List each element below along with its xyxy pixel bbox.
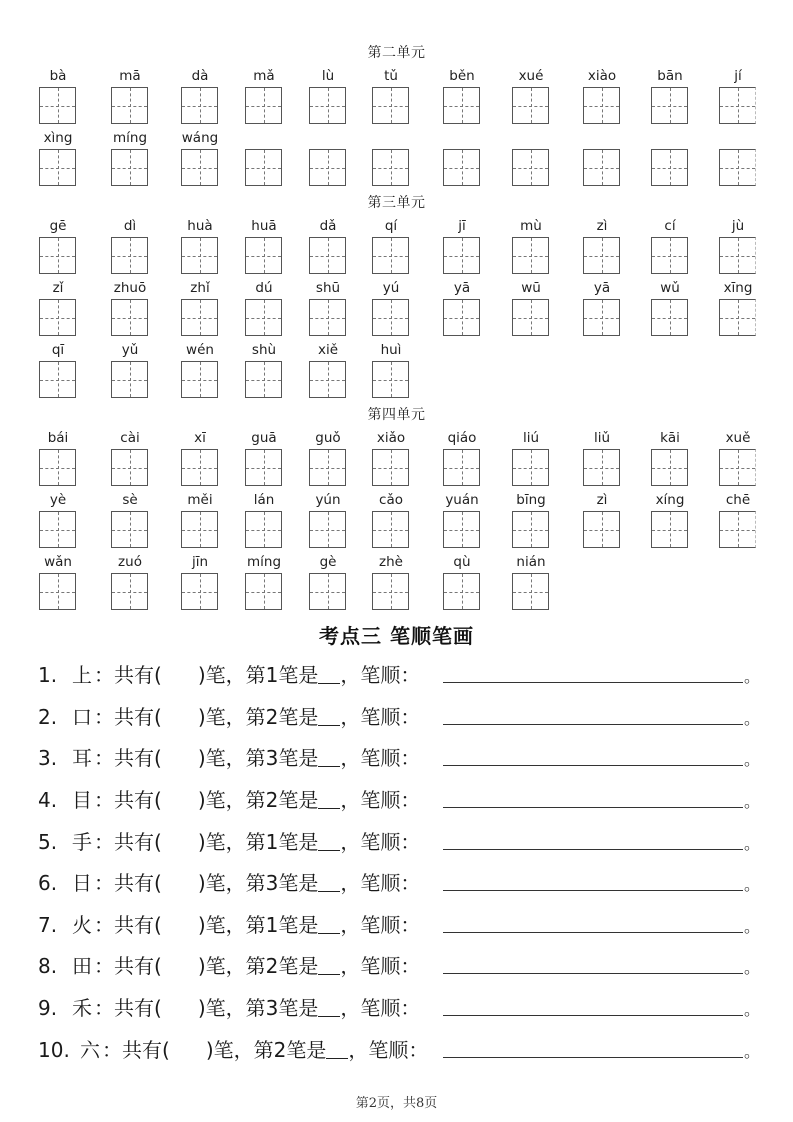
tianzige-box[interactable]	[719, 299, 756, 336]
stroke-index: 1	[265, 830, 279, 854]
stroke-order-label: ，笔顺：	[340, 954, 421, 978]
pinyin-label: yǔ	[121, 342, 139, 358]
pinyin-label: guǒ	[315, 430, 341, 446]
nth-stroke-blank[interactable]	[318, 994, 340, 1017]
tianzige-box[interactable]	[372, 573, 409, 610]
tianzige-box[interactable]	[111, 149, 148, 186]
pinyin-label: wǔ	[660, 280, 680, 296]
pinyin-label: dì	[123, 218, 137, 234]
total-strokes-label: ：共有(	[94, 788, 162, 812]
total-strokes-label: ：共有(	[94, 996, 162, 1020]
tianzige-box[interactable]	[309, 149, 346, 186]
stroke-index: 2	[265, 788, 279, 812]
pinyin-label: cài	[120, 430, 140, 446]
pinyin-label: yè	[49, 492, 67, 508]
question-character: 火	[72, 913, 92, 937]
question-row	[38, 993, 761, 1023]
stroke-label: )笔，第	[197, 871, 266, 895]
pinyin-label	[358, 129, 424, 147]
tianzige-box[interactable]	[181, 87, 218, 124]
tianzige-box[interactable]	[512, 573, 549, 610]
pinyin-label	[295, 129, 361, 147]
stroke-label: )笔，第	[197, 788, 266, 812]
tianzige-box[interactable]	[651, 237, 688, 274]
stroke-index: 1	[265, 913, 279, 937]
stroke-index: 1	[265, 663, 279, 687]
pinyin-label: chē	[725, 492, 751, 508]
tianzige-box[interactable]	[39, 361, 76, 398]
tianzige-box[interactable]	[309, 87, 346, 124]
stroke-order-label: ，笔顺：	[348, 1038, 429, 1062]
stroke-order-label: ，笔顺：	[340, 830, 421, 854]
pinyin-label: shū	[315, 280, 341, 296]
question-row	[38, 827, 761, 857]
stroke-order-answer-line[interactable]	[443, 1035, 743, 1058]
stroke-order-label: ，笔顺：	[340, 705, 421, 729]
stroke-order-answer-line[interactable]	[443, 702, 743, 725]
tianzige-box[interactable]	[39, 573, 76, 610]
stroke-label: )笔，第	[197, 663, 266, 687]
pinyin-label: liú	[522, 430, 540, 446]
unit-title: 第三单元	[367, 195, 426, 211]
tianzige-box[interactable]	[719, 449, 756, 486]
tianzige-box[interactable]	[181, 449, 218, 486]
stroke-order-answer-line[interactable]	[443, 868, 743, 891]
stroke-label: )笔，第	[197, 996, 266, 1020]
pinyin-label	[637, 129, 703, 147]
pinyin-label: zuó	[118, 554, 142, 570]
tianzige-box[interactable]	[719, 149, 756, 186]
nth-stroke-blank[interactable]	[326, 1036, 348, 1059]
stroke-is-label: 笔是	[278, 705, 319, 729]
stroke-order-answer-line[interactable]	[443, 785, 743, 808]
tianzige-box[interactable]	[651, 299, 688, 336]
question-number: 9.	[38, 996, 58, 1020]
total-strokes-label: ：共有(	[94, 913, 162, 937]
pinyin-label: bà	[49, 68, 67, 84]
pinyin-label	[569, 129, 635, 147]
pinyin-label: zì	[596, 218, 608, 234]
tianzige-box[interactable]	[309, 361, 346, 398]
question-character: 六	[80, 1038, 100, 1062]
pinyin-label: huì	[380, 342, 402, 358]
pinyin-label: mù	[520, 218, 542, 234]
period: 。	[744, 1042, 761, 1061]
stroke-order-label: ，笔顺：	[340, 746, 421, 770]
total-strokes-label: ：共有(	[94, 746, 162, 770]
stroke-is-label: 笔是	[278, 996, 319, 1020]
stroke-order-label: ，笔顺：	[340, 996, 421, 1020]
tianzige-box[interactable]	[512, 149, 549, 186]
period: 。	[744, 917, 761, 936]
question-row	[38, 660, 761, 690]
question-character: 手	[72, 830, 92, 854]
pinyin-label: měi	[187, 492, 213, 508]
stroke-order-answer-line[interactable]	[443, 743, 743, 766]
pinyin-label: qù	[453, 554, 471, 570]
pinyin-label: guā	[251, 430, 277, 446]
total-strokes-label: ：共有(	[94, 954, 162, 978]
pinyin-label: xiào	[587, 68, 617, 84]
question-character: 口	[72, 705, 92, 729]
tianzige-box[interactable]	[372, 299, 409, 336]
question-row	[38, 785, 761, 815]
tianzige-box[interactable]	[39, 449, 76, 486]
pinyin-label: huā	[251, 218, 277, 234]
question-character: 上	[72, 663, 92, 687]
pinyin-label: cí	[664, 218, 676, 234]
tianzige-box[interactable]	[111, 573, 148, 610]
question-number: 4.	[38, 788, 58, 812]
tianzige-box[interactable]	[309, 449, 346, 486]
period: 。	[744, 875, 761, 894]
stroke-order-answer-line[interactable]	[443, 951, 743, 974]
pinyin-label: bái	[47, 430, 69, 446]
nth-stroke-blank[interactable]	[318, 869, 340, 892]
stroke-is-label: 笔是	[278, 913, 319, 937]
tianzige-box[interactable]	[39, 87, 76, 124]
tianzige-box[interactable]	[309, 237, 346, 274]
period: 。	[744, 750, 761, 769]
pinyin-label: míng	[112, 130, 148, 146]
tianzige-box[interactable]	[111, 361, 148, 398]
stroke-label: )笔，第	[197, 954, 266, 978]
pinyin-label: gē	[49, 218, 67, 234]
pinyin-label: qiáo	[447, 430, 477, 446]
tianzige-box[interactable]	[245, 299, 282, 336]
tianzige-box[interactable]	[309, 511, 346, 548]
pinyin-label: liǔ	[593, 430, 611, 446]
tianzige-box[interactable]	[372, 511, 409, 548]
nth-stroke-blank[interactable]	[318, 786, 340, 809]
tianzige-box[interactable]	[651, 87, 688, 124]
pinyin-label: kāi	[660, 430, 680, 446]
pinyin-label: zhè	[379, 554, 403, 570]
tianzige-box[interactable]	[443, 149, 480, 186]
tianzige-box[interactable]	[719, 511, 756, 548]
stroke-index: 3	[265, 871, 279, 895]
stroke-label: )笔，第	[197, 830, 266, 854]
stroke-is-label: 笔是	[278, 663, 319, 687]
pinyin-label: huà	[187, 218, 213, 234]
stroke-label: )笔，第	[197, 705, 266, 729]
stroke-order-answer-line[interactable]	[443, 660, 743, 683]
pinyin-label: xíng	[655, 492, 685, 508]
question-row	[38, 743, 761, 773]
stroke-label: )笔，第	[197, 746, 266, 770]
stroke-is-label: 笔是	[278, 746, 319, 770]
period: 。	[744, 1000, 761, 1019]
pinyin-label: wén	[186, 342, 214, 358]
pinyin-label: xīng	[723, 280, 753, 296]
pinyin-label: xiě	[317, 342, 339, 358]
pinyin-label: xìng	[43, 130, 73, 146]
pinyin-label: xué	[518, 68, 544, 84]
pinyin-label: míng	[246, 554, 282, 570]
pinyin-label: yā	[593, 280, 611, 296]
tianzige-box[interactable]	[181, 573, 218, 610]
pinyin-label: xiǎo	[376, 430, 406, 446]
question-row	[38, 868, 761, 898]
pinyin-label: zǐ	[52, 280, 64, 296]
tianzige-box[interactable]	[583, 299, 620, 336]
section-title: 考点三 笔顺笔画	[319, 624, 474, 648]
stroke-index: 2	[273, 1038, 287, 1062]
tianzige-box[interactable]	[443, 511, 480, 548]
pinyin-label: shù	[251, 342, 277, 358]
stroke-index: 3	[265, 996, 279, 1020]
tianzige-box[interactable]	[245, 237, 282, 274]
tianzige-box[interactable]	[111, 237, 148, 274]
question-character: 日	[72, 871, 92, 895]
tianzige-box[interactable]	[309, 299, 346, 336]
tianzige-box[interactable]	[39, 149, 76, 186]
tianzige-box[interactable]	[245, 87, 282, 124]
pinyin-label: lù	[321, 68, 335, 84]
tianzige-box[interactable]	[443, 449, 480, 486]
tianzige-box[interactable]	[443, 299, 480, 336]
stroke-index: 2	[265, 705, 279, 729]
tianzige-box[interactable]	[583, 511, 620, 548]
total-strokes-label: ：共有(	[102, 1038, 170, 1062]
pinyin-label: nián	[516, 554, 546, 570]
total-strokes-label: ：共有(	[94, 830, 162, 854]
pinyin-label	[705, 129, 771, 147]
nth-stroke-blank[interactable]	[318, 744, 340, 767]
pinyin-label: jīn	[191, 554, 209, 570]
nth-stroke-blank[interactable]	[318, 703, 340, 726]
pinyin-label: dú	[255, 280, 273, 296]
tianzige-box[interactable]	[245, 361, 282, 398]
tianzige-box[interactable]	[111, 511, 148, 548]
question-character: 禾	[72, 996, 92, 1020]
pinyin-label: wū	[521, 280, 541, 296]
period: 。	[744, 709, 761, 728]
stroke-is-label: 笔是	[278, 830, 319, 854]
pinyin-label: mǎ	[253, 68, 275, 84]
pinyin-label	[231, 129, 297, 147]
pinyin-label: yú	[382, 280, 400, 296]
question-number: 10.	[38, 1038, 70, 1062]
tianzige-box[interactable]	[443, 237, 480, 274]
tianzige-box[interactable]	[372, 237, 409, 274]
tianzige-box[interactable]	[512, 299, 549, 336]
tianzige-box[interactable]	[181, 237, 218, 274]
tianzige-box[interactable]	[39, 299, 76, 336]
pinyin-label: jù	[731, 218, 745, 234]
question-number: 8.	[38, 954, 58, 978]
tianzige-box[interactable]	[111, 299, 148, 336]
pinyin-label: cǎo	[379, 492, 403, 508]
tianzige-box[interactable]	[245, 149, 282, 186]
tianzige-box[interactable]	[181, 511, 218, 548]
pinyin-label: gè	[319, 554, 337, 570]
nth-stroke-blank[interactable]	[318, 952, 340, 975]
stroke-index: 2	[265, 954, 279, 978]
tianzige-box[interactable]	[181, 299, 218, 336]
pinyin-label: bān	[657, 68, 683, 84]
tianzige-box[interactable]	[39, 237, 76, 274]
tianzige-box[interactable]	[443, 573, 480, 610]
question-character: 耳	[72, 746, 92, 770]
tianzige-box[interactable]	[651, 149, 688, 186]
total-strokes-label: ：共有(	[94, 871, 162, 895]
pinyin-label: jí	[734, 68, 742, 84]
tianzige-box[interactable]	[651, 449, 688, 486]
tianzige-box[interactable]	[372, 361, 409, 398]
tianzige-box[interactable]	[583, 87, 620, 124]
tianzige-box[interactable]	[719, 87, 756, 124]
period: 。	[744, 667, 761, 686]
pinyin-label: zhǐ	[190, 280, 210, 296]
tianzige-box[interactable]	[583, 237, 620, 274]
tianzige-box[interactable]	[372, 449, 409, 486]
pinyin-label: běn	[449, 68, 475, 84]
unit-title: 第四单元	[367, 407, 426, 423]
pinyin-label: wáng	[181, 130, 219, 146]
pinyin-label: qī	[51, 342, 65, 358]
tianzige-box[interactable]	[181, 149, 218, 186]
tianzige-box[interactable]	[583, 149, 620, 186]
tianzige-box[interactable]	[245, 573, 282, 610]
tianzige-box[interactable]	[181, 361, 218, 398]
page-footer: 第2页，共8页	[355, 1096, 438, 1111]
pinyin-label: yuán	[445, 492, 479, 508]
nth-stroke-blank[interactable]	[318, 661, 340, 684]
pinyin-label: dǎ	[319, 218, 337, 234]
stroke-order-answer-line[interactable]	[443, 827, 743, 850]
pinyin-label: xī	[194, 430, 206, 446]
question-row	[38, 910, 761, 940]
stroke-is-label: 笔是	[278, 954, 319, 978]
total-strokes-label: ：共有(	[94, 663, 162, 687]
tianzige-box[interactable]	[111, 449, 148, 486]
period: 。	[744, 958, 761, 977]
period: 。	[744, 792, 761, 811]
tianzige-box[interactable]	[512, 87, 549, 124]
nth-stroke-blank[interactable]	[318, 828, 340, 851]
stroke-order-label: ，笔顺：	[340, 788, 421, 812]
pinyin-label: lán	[253, 492, 275, 508]
stroke-is-label: 笔是	[278, 788, 319, 812]
stroke-order-answer-line[interactable]	[443, 910, 743, 933]
question-number: 7.	[38, 913, 58, 937]
tianzige-box[interactable]	[245, 449, 282, 486]
nth-stroke-blank[interactable]	[318, 911, 340, 934]
tianzige-box[interactable]	[512, 511, 549, 548]
pinyin-label	[429, 129, 495, 147]
tianzige-box[interactable]	[583, 449, 620, 486]
unit-title: 第二单元	[367, 45, 426, 61]
stroke-is-label: 笔是	[286, 1038, 327, 1062]
pinyin-label: wǎn	[44, 554, 72, 570]
pinyin-label: zì	[596, 492, 608, 508]
question-row	[38, 1035, 761, 1065]
tianzige-box[interactable]	[372, 149, 409, 186]
tianzige-box[interactable]	[372, 87, 409, 124]
tianzige-box[interactable]	[443, 87, 480, 124]
pinyin-label: xuě	[725, 430, 751, 446]
tianzige-box[interactable]	[309, 573, 346, 610]
tianzige-box[interactable]	[111, 87, 148, 124]
pinyin-label: qí	[384, 218, 398, 234]
question-character: 目	[72, 788, 92, 812]
stroke-label: )笔，第	[205, 1038, 274, 1062]
question-row	[38, 702, 761, 732]
pinyin-label	[498, 129, 564, 147]
stroke-is-label: 笔是	[278, 871, 319, 895]
stroke-order-answer-line[interactable]	[443, 993, 743, 1016]
pinyin-label: zhuō	[113, 280, 147, 296]
tianzige-box[interactable]	[512, 449, 549, 486]
question-number: 1.	[38, 663, 58, 687]
question-number: 3.	[38, 746, 58, 770]
pinyin-label: yún	[315, 492, 341, 508]
period: 。	[744, 834, 761, 853]
tianzige-box[interactable]	[651, 511, 688, 548]
question-number: 2.	[38, 705, 58, 729]
tianzige-box[interactable]	[39, 511, 76, 548]
pinyin-label: bīng	[516, 492, 546, 508]
pinyin-label: jī	[458, 218, 466, 234]
pinyin-label: yā	[453, 280, 471, 296]
question-row	[38, 951, 761, 981]
tianzige-box[interactable]	[245, 511, 282, 548]
pinyin-label: sè	[122, 492, 138, 508]
stroke-index: 3	[265, 746, 279, 770]
stroke-order-label: ，笔顺：	[340, 913, 421, 937]
question-number: 5.	[38, 830, 58, 854]
stroke-order-label: ，笔顺：	[340, 663, 421, 687]
question-number: 6.	[38, 871, 58, 895]
pinyin-label: mā	[119, 68, 141, 84]
tianzige-box[interactable]	[512, 237, 549, 274]
stroke-label: )笔，第	[197, 913, 266, 937]
pinyin-label: tǔ	[384, 68, 398, 84]
total-strokes-label: ：共有(	[94, 705, 162, 729]
question-character: 田	[72, 954, 92, 978]
pinyin-label: dà	[191, 68, 209, 84]
stroke-order-label: ，笔顺：	[340, 871, 421, 895]
tianzige-box[interactable]	[719, 237, 756, 274]
